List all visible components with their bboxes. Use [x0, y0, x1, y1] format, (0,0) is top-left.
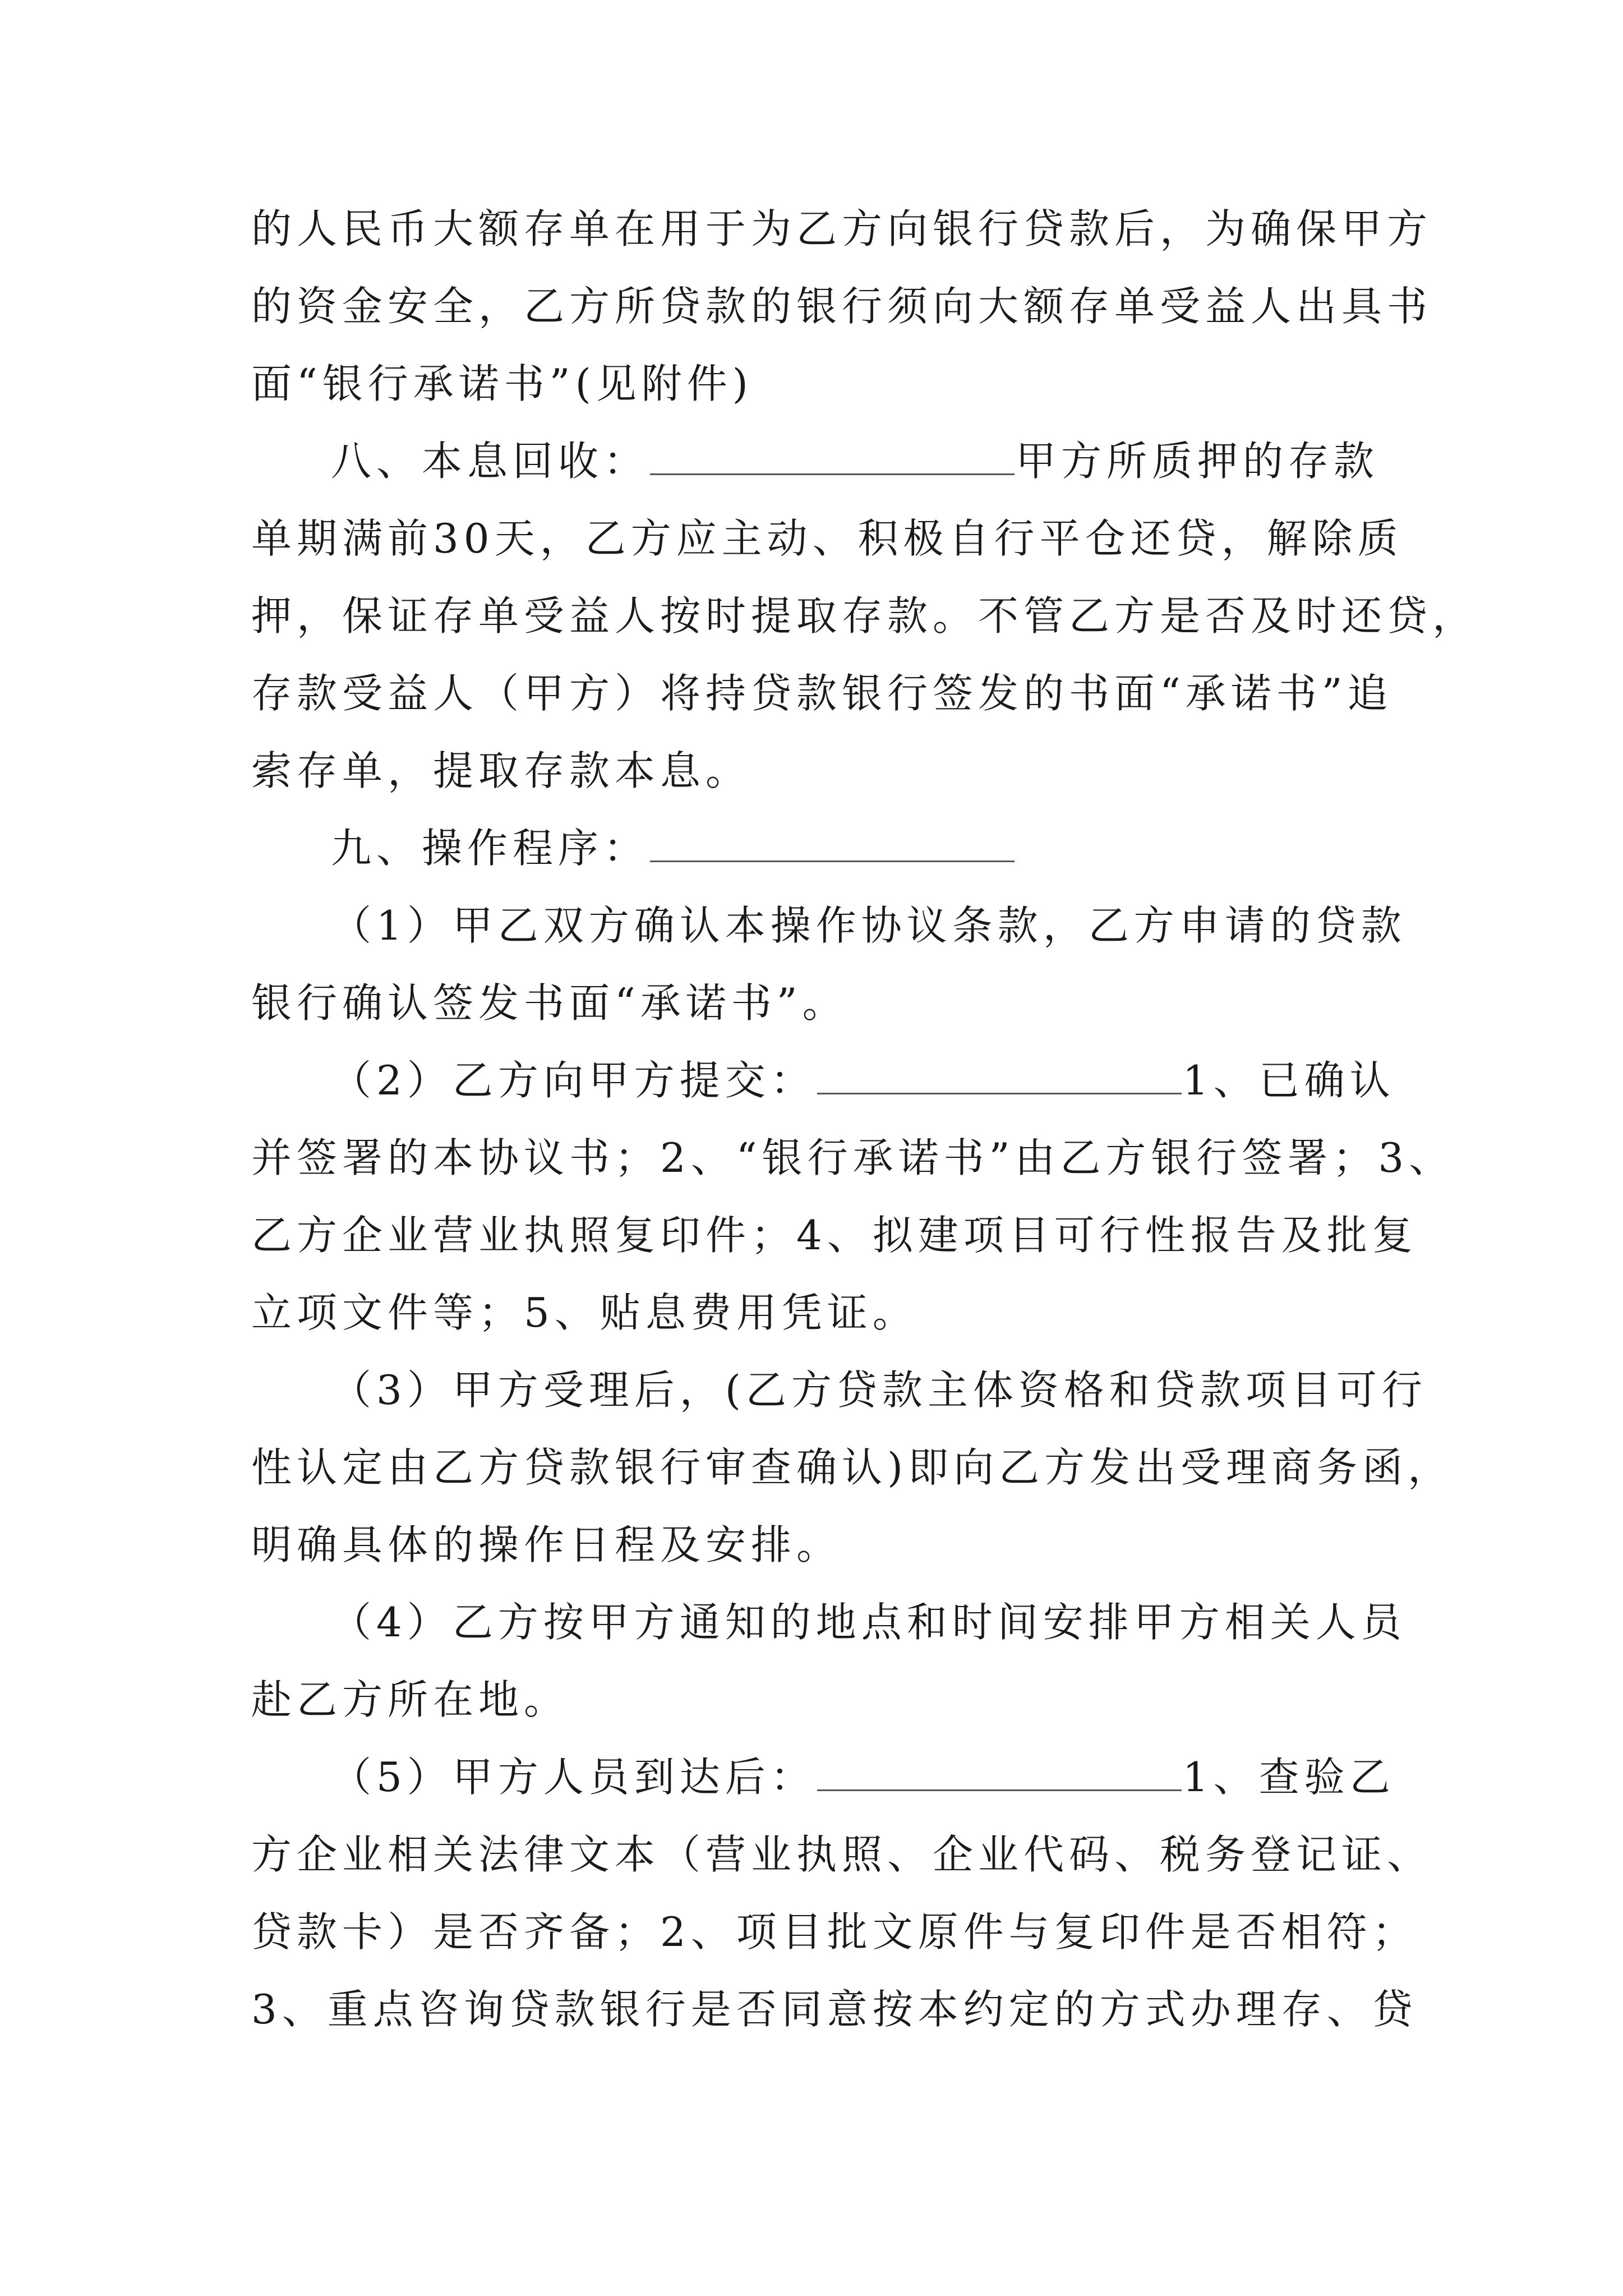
text-line: 性认定由乙方贷款银行审查确认)即向乙方发出受理商务函，: [251, 1444, 1454, 1491]
text-line: 九、操作程序：: [331, 821, 1016, 875]
fill-in-blank: [817, 1758, 1182, 1791]
text-line: 乙方企业营业执照复印件；4、拟建项目可行性报告及批复: [251, 1212, 1418, 1259]
text-line: 索存单，提取存款本息。: [251, 747, 751, 794]
text-line: 贷款卡）是否齐备；2、项目批文原件与复印件是否相符；: [251, 1908, 1418, 1955]
text-line: 明确具体的操作日程及安排。: [251, 1521, 842, 1568]
text-line: 银行确认签发书面“承诺书”。: [251, 979, 848, 1027]
text-line: 八、本息回收： 甲方所质押的存款: [331, 438, 1380, 485]
fill-in-blank: [650, 829, 1015, 862]
text-line: 存款受益人（甲方）将持贷款银行签发的书面“承诺书”追: [251, 670, 1393, 717]
text-line: 并签署的本协议书；2、“银行承诺书”由乙方银行签署；3、: [251, 1134, 1455, 1181]
text-line: 押，保证存单受益人按时提取存款。不管乙方是否及时还贷，: [251, 592, 1478, 639]
text-line: 面“银行承诺书”(见附件): [251, 360, 753, 407]
text-line: （1）甲乙双方确认本操作协议条款，乙方申请的贷款: [331, 902, 1407, 949]
text-line: （4）乙方按甲方通知的地点和时间安排甲方相关人员: [331, 1599, 1407, 1646]
text-line: 3、重点咨询贷款银行是否同意按本约定的方式办理存、贷: [251, 1986, 1418, 2033]
text-line: （5）甲方人员到达后： 1、查验乙: [331, 1754, 1395, 1801]
fill-in-blank: [650, 442, 1015, 475]
text-line: 的资金安全，乙方所贷款的银行须向大额存单受益人出具书: [251, 283, 1433, 330]
text-line: （2）乙方向甲方提交： 1、已确认: [331, 1057, 1395, 1104]
text-line: 的人民币大额存单在用于为乙方向银行贷款后，为确保甲方: [251, 205, 1433, 252]
text-line: 立项文件等；5、贴息费用凭证。: [251, 1289, 918, 1336]
text-line: 单期满前30天，乙方应主动、积极自行平仓还贷，解除质: [251, 515, 1403, 562]
text-line: （3）甲方受理后，(乙方贷款主体资格和贷款项目可行: [331, 1366, 1427, 1414]
text-line: 赴乙方所在地。: [251, 1676, 570, 1723]
text-line: 方企业相关法律文本（营业执照、企业代码、税务登记证、: [251, 1831, 1433, 1878]
fill-in-blank: [817, 1061, 1182, 1094]
